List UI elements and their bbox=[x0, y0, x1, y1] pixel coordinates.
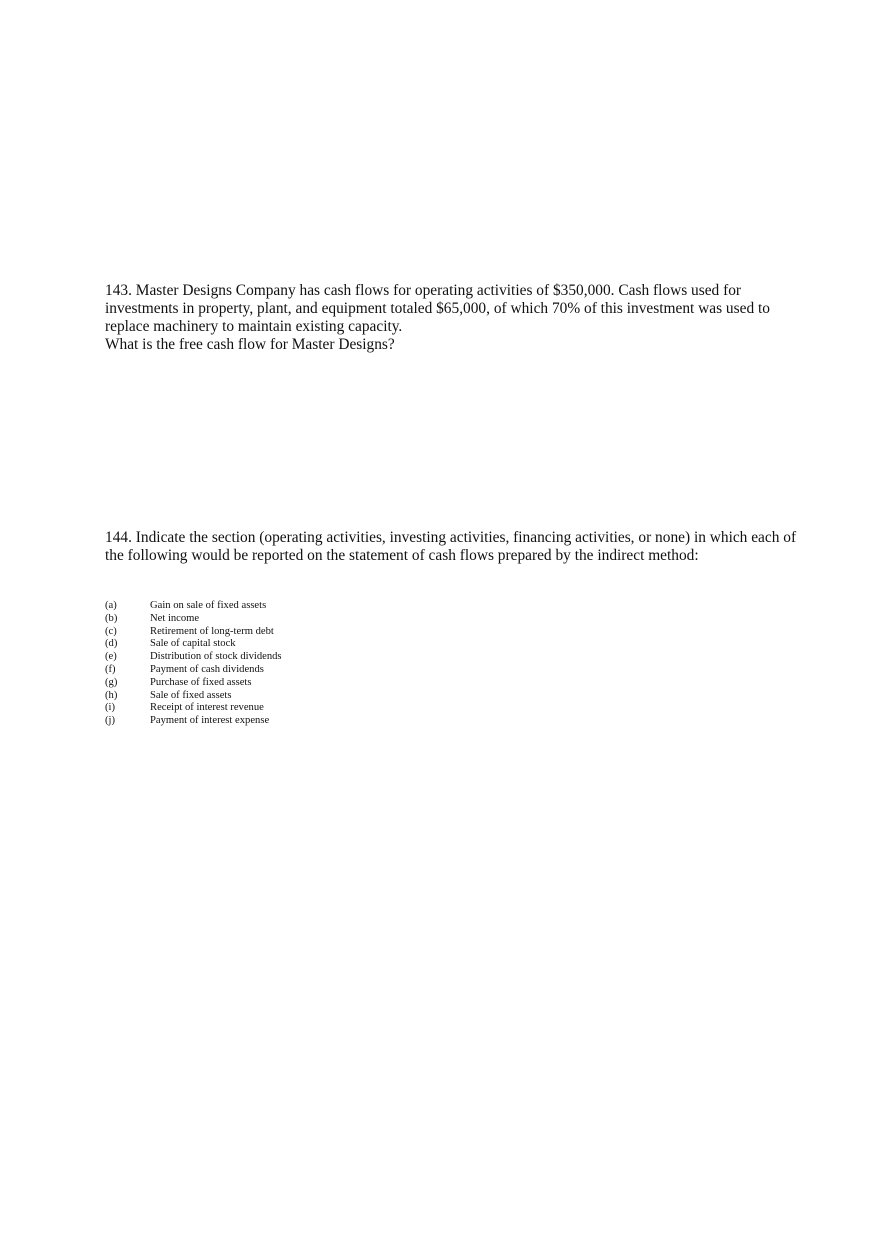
item-text: Gain on sale of fixed assets bbox=[150, 600, 267, 611]
list-item bbox=[105, 664, 282, 677]
question-143-line-4: What is the free cash flow for Master Designs? bbox=[105, 336, 395, 353]
list-item bbox=[105, 690, 282, 703]
item-text: Retirement of long-term debt bbox=[150, 625, 274, 637]
list-item bbox=[105, 651, 282, 664]
item-letter: (j) bbox=[105, 715, 115, 727]
item-text: Purchase of fixed assets bbox=[150, 676, 252, 688]
item-letter: (g) bbox=[105, 676, 118, 688]
item-letter: (h) bbox=[105, 689, 118, 701]
question-143-line-2: investments in property, plant, and equipment totaled $65,000, of which 70% of this investment was used to bbox=[105, 300, 770, 317]
item-letter: (b) bbox=[105, 612, 118, 624]
item-text: Net income bbox=[150, 612, 200, 624]
item-text: Sale of capital stock bbox=[150, 638, 236, 650]
item-letter: (c) bbox=[105, 625, 117, 637]
item-letter: (e) bbox=[105, 651, 117, 663]
list-item bbox=[105, 702, 282, 715]
item-letter: (i) bbox=[105, 702, 115, 714]
question-143-line-1: 143. Master Designs Company has cash flows for operating activities of $350,000. Cash flows used for bbox=[105, 282, 742, 299]
list-item bbox=[105, 677, 282, 690]
question-143 bbox=[105, 282, 780, 354]
question-143-line-3: replace machinery to maintain existing capacity. bbox=[105, 318, 403, 335]
item-text: Sale of fixed assets bbox=[150, 689, 232, 701]
list-item bbox=[105, 626, 282, 639]
list-item bbox=[105, 715, 282, 728]
question-144-line-1: 144. Indicate the section (operating activities, investing activities, financing activities, or none) in which each of bbox=[105, 529, 797, 546]
list-item bbox=[105, 638, 282, 651]
item-letter: (f) bbox=[105, 663, 116, 675]
item-letter: (d) bbox=[105, 638, 118, 650]
item-text: Receipt of interest revenue bbox=[150, 702, 264, 714]
item-text: Payment of interest expense bbox=[150, 715, 270, 727]
list-item bbox=[105, 613, 282, 626]
list-item bbox=[105, 600, 282, 613]
question-144-item-list bbox=[105, 600, 282, 728]
item-letter: (a) bbox=[105, 600, 117, 611]
item-text: Payment of cash dividends bbox=[150, 663, 264, 675]
question-144-line-2: the following would be reported on the statement of cash flows prepared by the indirect method: bbox=[105, 547, 699, 564]
item-text: Distribution of stock dividends bbox=[150, 651, 282, 663]
question-144 bbox=[105, 529, 797, 565]
